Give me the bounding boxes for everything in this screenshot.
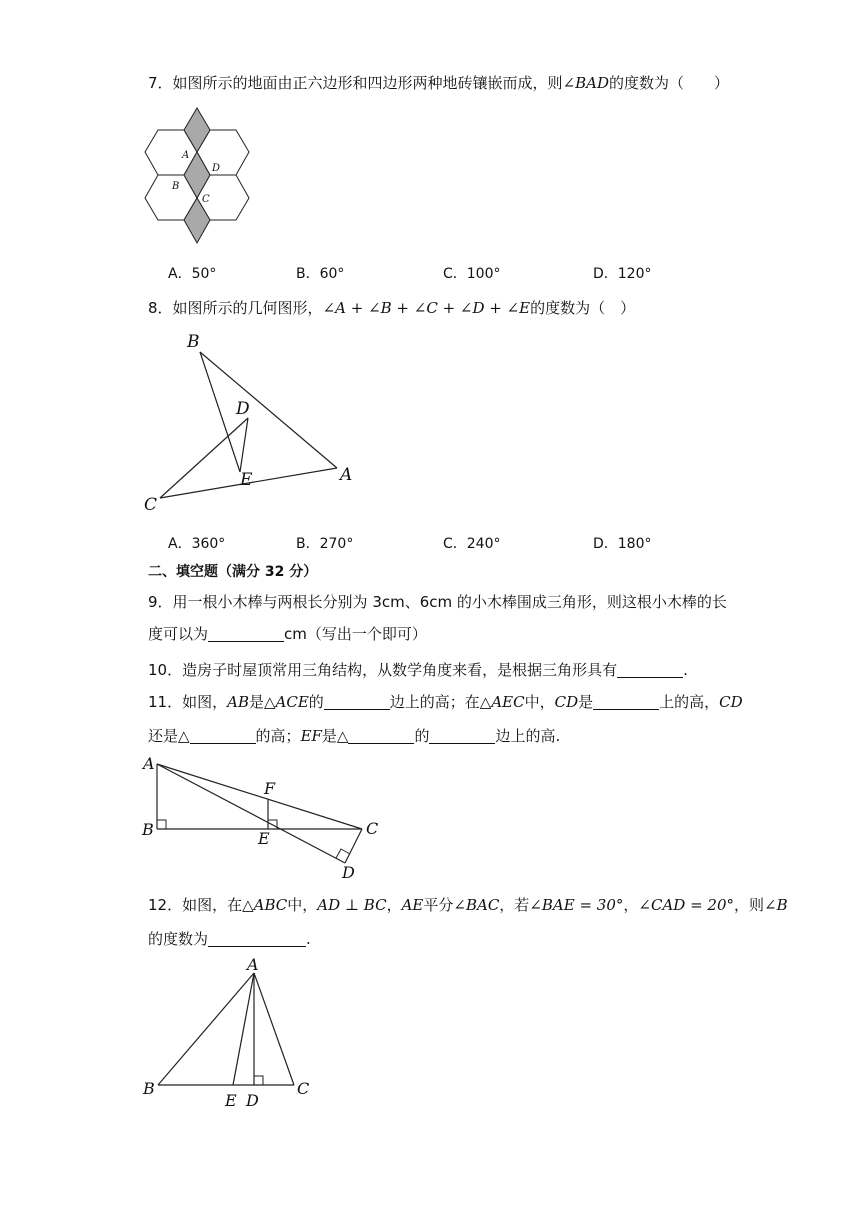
- q8-text-part2: 的度数为（ ）: [530, 299, 636, 317]
- q11-label-b: B: [142, 820, 154, 839]
- q11-line1: [148, 692, 743, 712]
- q8-label-c: C: [144, 495, 158, 515]
- q9-number: 9．: [148, 593, 173, 611]
- q7-angle: ∠BAD: [562, 74, 610, 92]
- q11-segment-ab: AB: [227, 693, 249, 711]
- q12-right-angle-d: [254, 1076, 263, 1085]
- q8-stem: [148, 298, 635, 318]
- q8-line-b-a: [200, 352, 337, 468]
- q11-label-d: D: [342, 863, 355, 882]
- q11-text-k: 的: [414, 727, 430, 745]
- q12-angle-bac: ∠BAC: [453, 896, 500, 914]
- q11-line-c-d: [345, 829, 362, 863]
- q11-blank-4[interactable]: [348, 728, 414, 744]
- q12-angle-b: ∠B: [764, 896, 788, 914]
- q11-blank-2[interactable]: [593, 694, 659, 710]
- q12-text-g: ，则: [734, 896, 765, 914]
- q11-text-d: 边上的高；在△: [389, 693, 492, 711]
- q7-tiling-figure: [140, 105, 255, 247]
- q11-blank-1[interactable]: [324, 694, 390, 710]
- q7-number: 7．: [148, 74, 173, 92]
- q8-figure: [140, 325, 370, 520]
- q12-line1: [148, 895, 788, 915]
- q11-text-f: 是: [578, 693, 594, 711]
- q8-label-a: A: [340, 465, 353, 485]
- q8-text-part1: 如图所示的几何图形，: [172, 299, 323, 317]
- q11-label-f: F: [264, 779, 276, 798]
- q7-option-c[interactable]: C．100°: [443, 266, 501, 282]
- q11-text-j: 是△: [321, 727, 349, 745]
- q8-option-a[interactable]: A．360°: [168, 536, 226, 552]
- q12-label-e: E: [225, 1091, 237, 1110]
- q7-option-a[interactable]: A．50°: [168, 266, 217, 282]
- q9-text-line2b: cm（写出一个即可）: [284, 625, 427, 643]
- q11-number: 11．: [148, 693, 183, 711]
- q10-text-part1: 造房子时屋顶常用三角结构，从数学角度来看，是根据三角形具有: [182, 661, 618, 679]
- q11-segment-ef: EF: [300, 727, 322, 745]
- rhombus-top: [184, 108, 210, 152]
- q12-triangle-abc: ABC: [253, 896, 288, 914]
- q7-text-part2: 的度数为（ ）: [609, 74, 730, 92]
- q12-text-d: 平分: [423, 896, 454, 914]
- q8-option-d[interactable]: D．180°: [593, 536, 652, 552]
- q11-label-e: E: [258, 829, 270, 848]
- q12-text-e: ，若: [499, 896, 530, 914]
- q7-label-a: A: [182, 150, 190, 161]
- q7-text-part1: 如图所示的地面由正六边形和四边形两种地砖镶嵌而成，则: [172, 74, 563, 92]
- q12-line-a-c: [254, 973, 294, 1085]
- q7-stem: [148, 73, 729, 93]
- q8-label-b: B: [187, 332, 200, 352]
- q7-option-d[interactable]: D．120°: [593, 266, 652, 282]
- q8-line-b-e: [200, 352, 240, 472]
- q11-triangle-ace: ACE: [275, 693, 309, 711]
- q11-text-h: 还是△: [148, 727, 190, 745]
- q12-text-c: ，: [386, 896, 402, 914]
- q11-triangle-aec: AEC: [491, 693, 525, 711]
- rhombus-tiles: [184, 108, 210, 243]
- q11-lines: [157, 764, 362, 863]
- q8-number: 8．: [148, 299, 173, 317]
- q11-line-a-c: [157, 764, 362, 829]
- q7-label-c: C: [202, 194, 210, 205]
- q12-text-i: .: [306, 930, 311, 948]
- q7-option-b[interactable]: B．60°: [296, 266, 345, 282]
- q11-segment-cd: CD: [554, 693, 579, 711]
- q11-figure: [140, 752, 390, 884]
- q10-stem: [148, 660, 688, 680]
- q12-line2: [148, 929, 311, 949]
- q9-answer-blank[interactable]: [208, 626, 284, 642]
- q11-text-e: 中，: [524, 693, 555, 711]
- q12-label-b: B: [143, 1079, 155, 1098]
- q11-text-a: 如图，: [182, 693, 228, 711]
- q8-label-e: E: [240, 470, 253, 490]
- q9-line2: [148, 624, 427, 644]
- q11-label-c: C: [366, 819, 379, 838]
- q12-condition-bae: ∠BAE = 30°: [529, 896, 624, 914]
- q12-text-a: 如图，在△: [182, 896, 254, 914]
- q7-label-b: B: [172, 181, 180, 192]
- q11-line2: [148, 726, 560, 746]
- q8-label-d: D: [236, 399, 250, 419]
- q8-line-d-e: [240, 418, 248, 472]
- q8-option-c[interactable]: C．240°: [443, 536, 501, 552]
- q11-segment-cd-2: CD: [719, 693, 743, 711]
- q11-label-a: A: [143, 754, 155, 773]
- q11-text-l: 边上的高.: [495, 727, 561, 745]
- q12-number: 12．: [148, 896, 183, 914]
- q11-line-a-d: [157, 764, 345, 863]
- q12-segment-ae: AE: [401, 896, 424, 914]
- q9-text-line2a: 度可以为: [148, 625, 209, 643]
- q12-lines: [158, 973, 294, 1085]
- q12-text-f: ，: [623, 896, 639, 914]
- q9-line1: [148, 592, 727, 612]
- q12-line-a-b: [158, 973, 254, 1085]
- q12-line-a-e: [233, 973, 254, 1085]
- q12-label-c: C: [297, 1079, 310, 1098]
- q12-text-h: 的度数为: [148, 930, 209, 948]
- q11-right-angle-marks: [157, 820, 350, 858]
- q10-answer-blank[interactable]: [617, 662, 683, 678]
- q12-condition-perpendicular: AD ⊥ BC: [317, 896, 387, 914]
- q11-right-angle-b: [157, 820, 166, 829]
- section-title-fill-in: 二、填空题（满分 32 分）: [148, 564, 318, 580]
- q10-text-part2: .: [683, 661, 688, 679]
- q12-figure: [140, 955, 330, 1110]
- q12-condition-cad: ∠CAD = 20°: [638, 896, 735, 914]
- q12-label-d: D: [246, 1091, 259, 1110]
- q11-text-b: 是△: [248, 693, 276, 711]
- q10-number: 10．: [148, 661, 183, 679]
- q11-text-i: 的高；: [255, 727, 301, 745]
- q12-text-b: 中，: [287, 896, 318, 914]
- q11-text-c: 的: [308, 693, 324, 711]
- q11-blank-3[interactable]: [190, 728, 256, 744]
- q12-label-a: A: [247, 955, 259, 974]
- q9-text-line1: 用一根小木棒与两根长分别为 3cm、6cm 的小木棒围成三角形，则这根小木棒的长: [172, 593, 727, 611]
- q7-label-d: D: [212, 163, 221, 174]
- q11-blank-5[interactable]: [429, 728, 495, 744]
- q11-text-g: 上的高，: [659, 693, 720, 711]
- q12-answer-blank[interactable]: [208, 931, 306, 947]
- q8-option-b[interactable]: B．270°: [296, 536, 354, 552]
- q8-expression: ∠A + ∠B + ∠C + ∠D + ∠E: [322, 299, 531, 317]
